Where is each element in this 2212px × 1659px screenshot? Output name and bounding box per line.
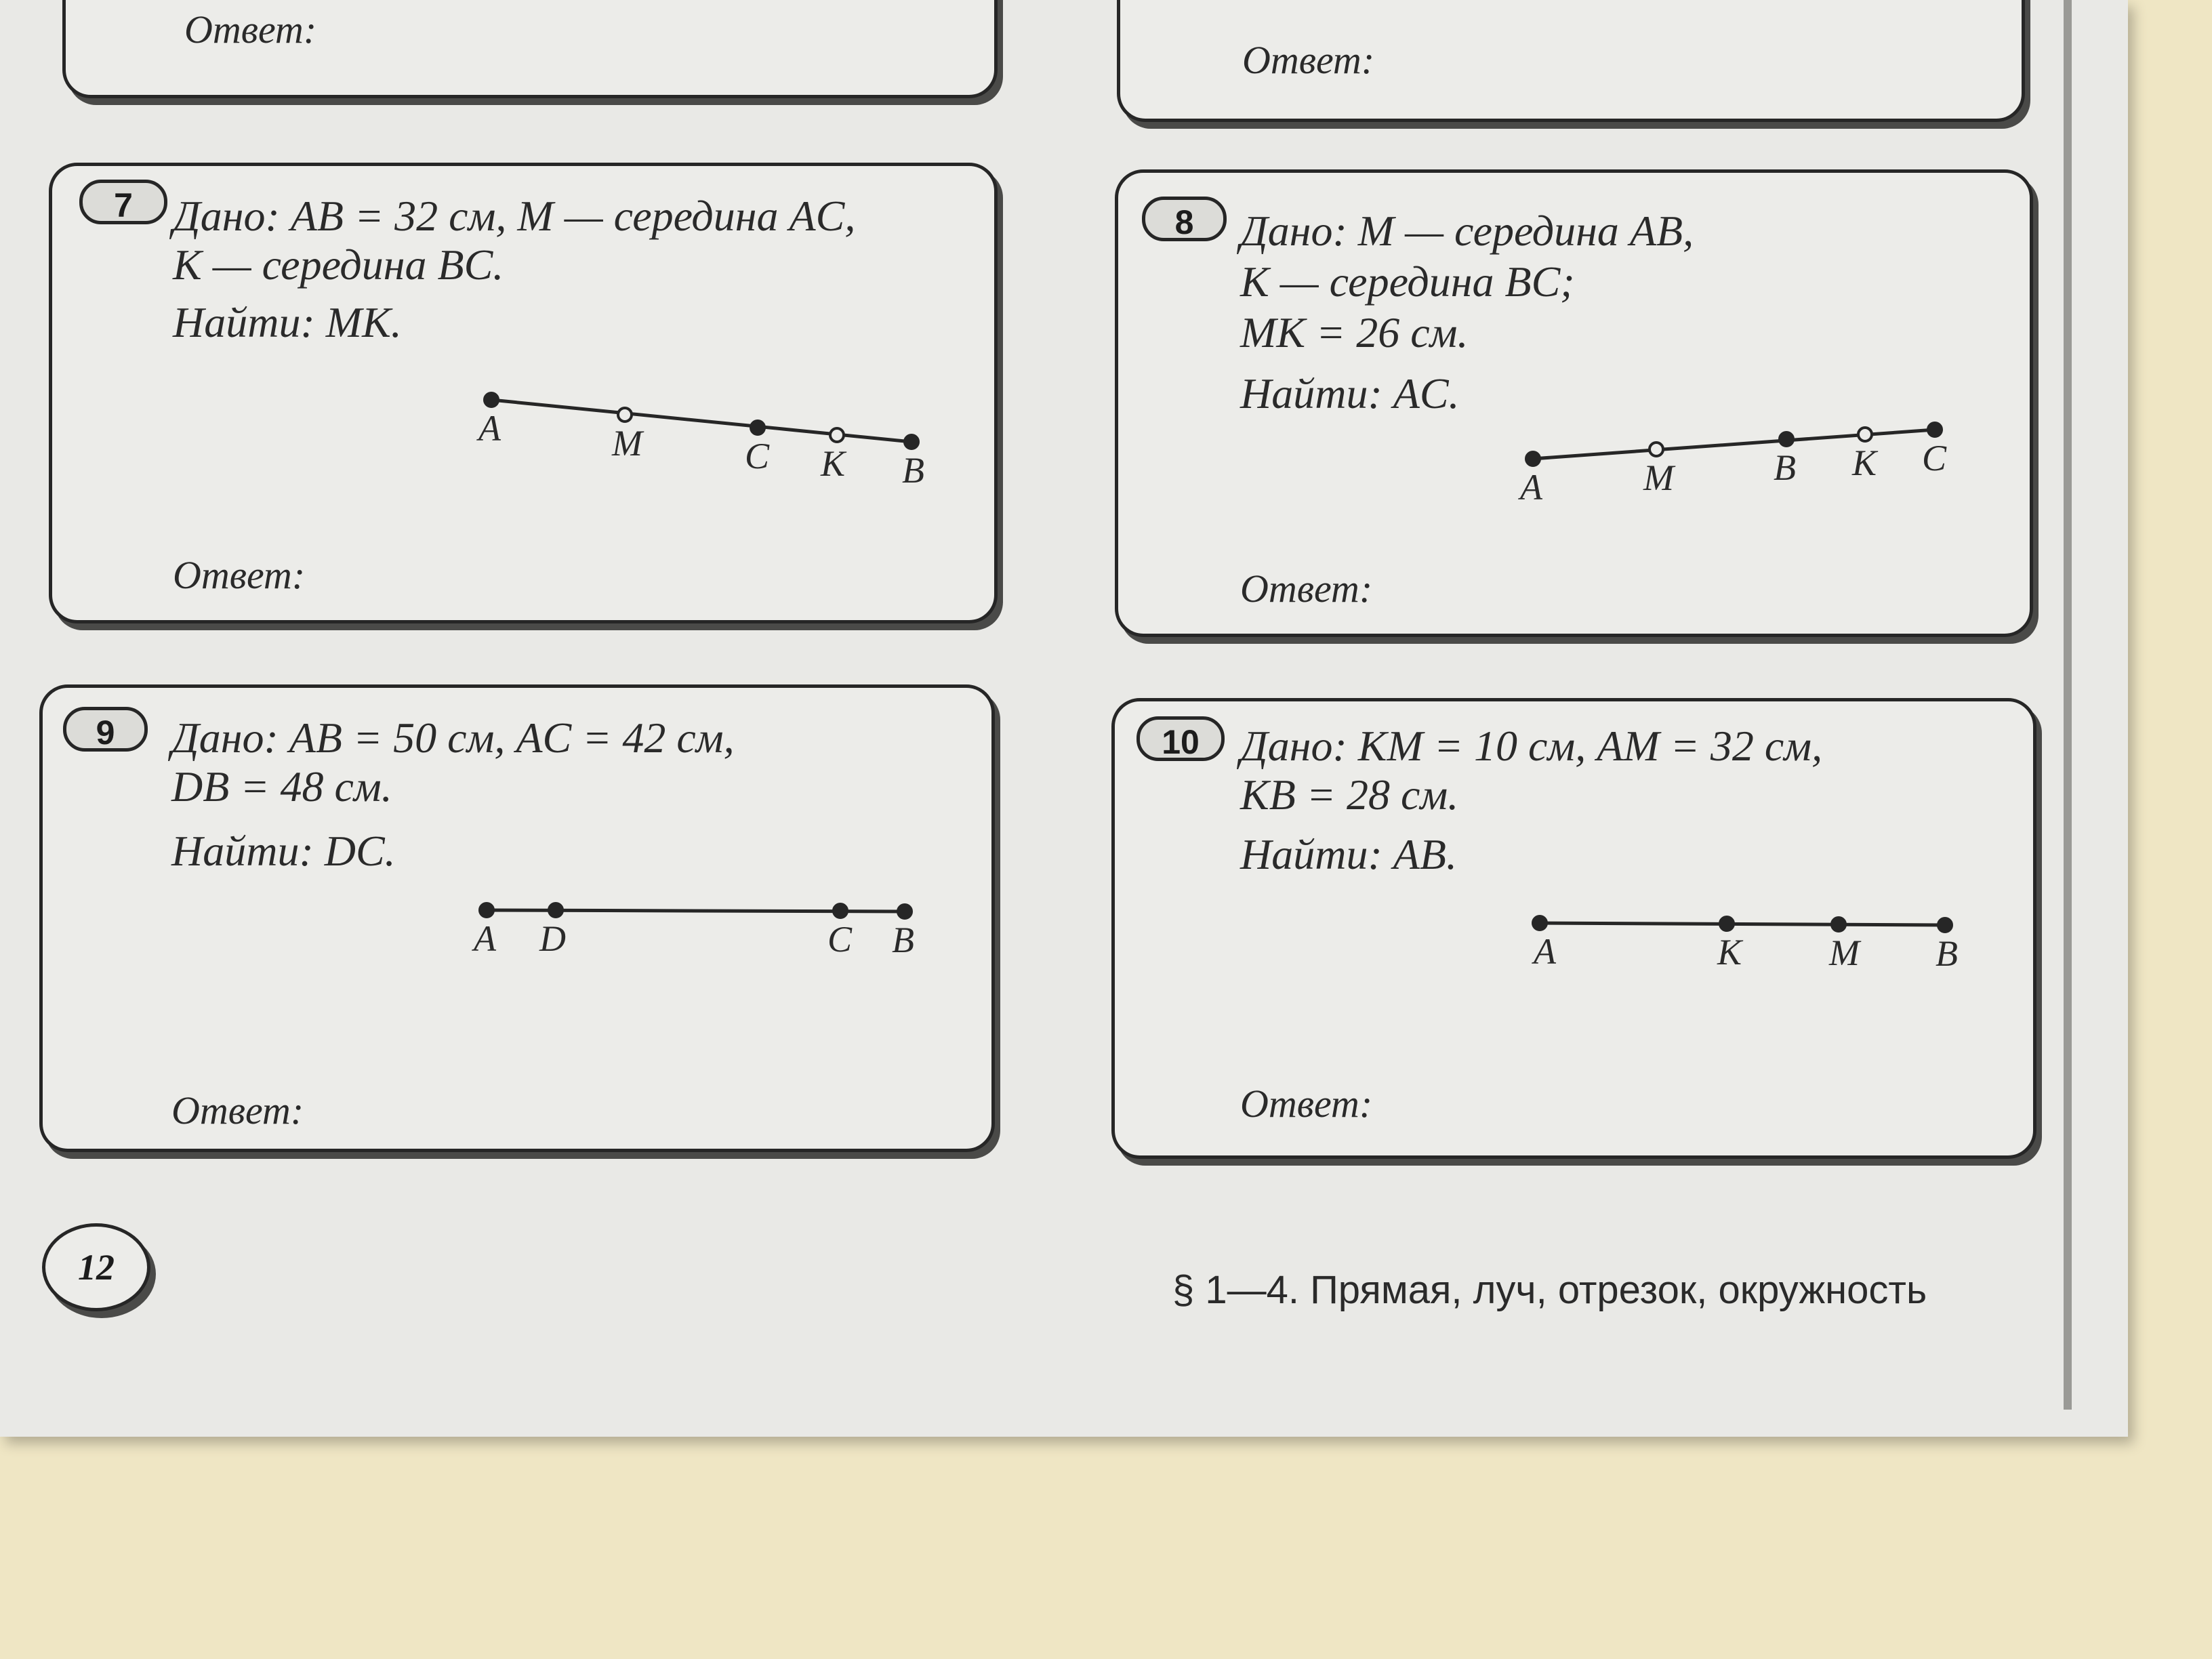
point-label: C (745, 436, 770, 476)
point-label: A (478, 408, 501, 449)
segment-point (1533, 916, 1547, 930)
segment-point (1858, 428, 1872, 441)
segment-point (618, 408, 632, 422)
problem-number-badge: 10 (1136, 716, 1225, 761)
segment-point (1780, 432, 1793, 446)
segment-point (1832, 918, 1845, 931)
point-label: A (474, 918, 496, 959)
answer-label: Ответ: (173, 553, 306, 597)
point-label: A (1534, 931, 1556, 972)
page-number: 12 (42, 1223, 150, 1311)
given-line-2: K — середина BC; (1240, 258, 1575, 306)
point-label: K (1717, 932, 1742, 972)
answer-label: Ответ: (1242, 38, 1375, 82)
answer-label: Ответ: (1240, 567, 1373, 611)
problem-number-badge: 9 (63, 707, 148, 752)
segment-point (898, 905, 912, 918)
given-line-1: Дано: KM = 10 см, AM = 32 см, (1240, 722, 1823, 770)
find-line: Найти: AB. (1240, 830, 1457, 878)
segment-point (1720, 917, 1734, 930)
segment-point (751, 421, 764, 434)
diagram-9 (472, 903, 914, 960)
segment-point (1928, 423, 1942, 436)
segment-point (549, 903, 562, 917)
given-line-1: Дано: M — середина AB, (1240, 207, 1694, 255)
point-label: A (1520, 467, 1542, 508)
point-label: M (1829, 933, 1860, 973)
point-label: B (902, 450, 924, 491)
point-label: M (1643, 457, 1674, 498)
point-label: D (539, 918, 566, 959)
segment-point (480, 903, 493, 917)
answer-label: Ответ: (184, 7, 317, 52)
point-label: C (1922, 438, 1947, 478)
point-label: B (1936, 933, 1958, 974)
segment-point (1938, 918, 1952, 932)
given-line-2: DB = 48 см. (171, 762, 392, 811)
point-label: M (612, 423, 642, 464)
problem-number-badge: 7 (79, 180, 167, 224)
point-label: C (827, 919, 853, 960)
point-label: K (821, 443, 846, 484)
segment-point (905, 435, 918, 449)
find-line: Найти: MK. (173, 298, 402, 346)
point-label: B (1774, 447, 1796, 488)
point-label: K (1852, 443, 1877, 483)
given-line-1: Дано: AB = 50 см, AC = 42 см, (171, 714, 735, 762)
diagram-7 (476, 393, 924, 491)
answer-label: Ответ: (1240, 1082, 1373, 1126)
segment-point (1526, 452, 1540, 466)
point-label: B (892, 920, 914, 960)
given-line-3: MK = 26 см. (1240, 308, 1469, 356)
segment-point (830, 428, 844, 442)
segment-point (485, 393, 498, 407)
given-line-2: KB = 28 см. (1240, 771, 1459, 819)
problem-number-badge: 8 (1142, 197, 1227, 241)
find-line: Найти: DC. (171, 827, 396, 875)
diagram-8 (1518, 423, 1947, 508)
find-line: Найти: AC. (1240, 369, 1460, 417)
given-line-1: Дано: AB = 32 см, M — середина AC, (173, 192, 856, 240)
answer-label: Ответ: (171, 1088, 304, 1132)
section-footer: § 1—4. Прямая, луч, отрезок, окружность (1172, 1268, 1927, 1312)
segment-point (1650, 443, 1663, 456)
diagram-10 (1532, 916, 1958, 974)
given-line-2: K — середина BC. (173, 241, 504, 289)
segment-point (834, 904, 847, 918)
